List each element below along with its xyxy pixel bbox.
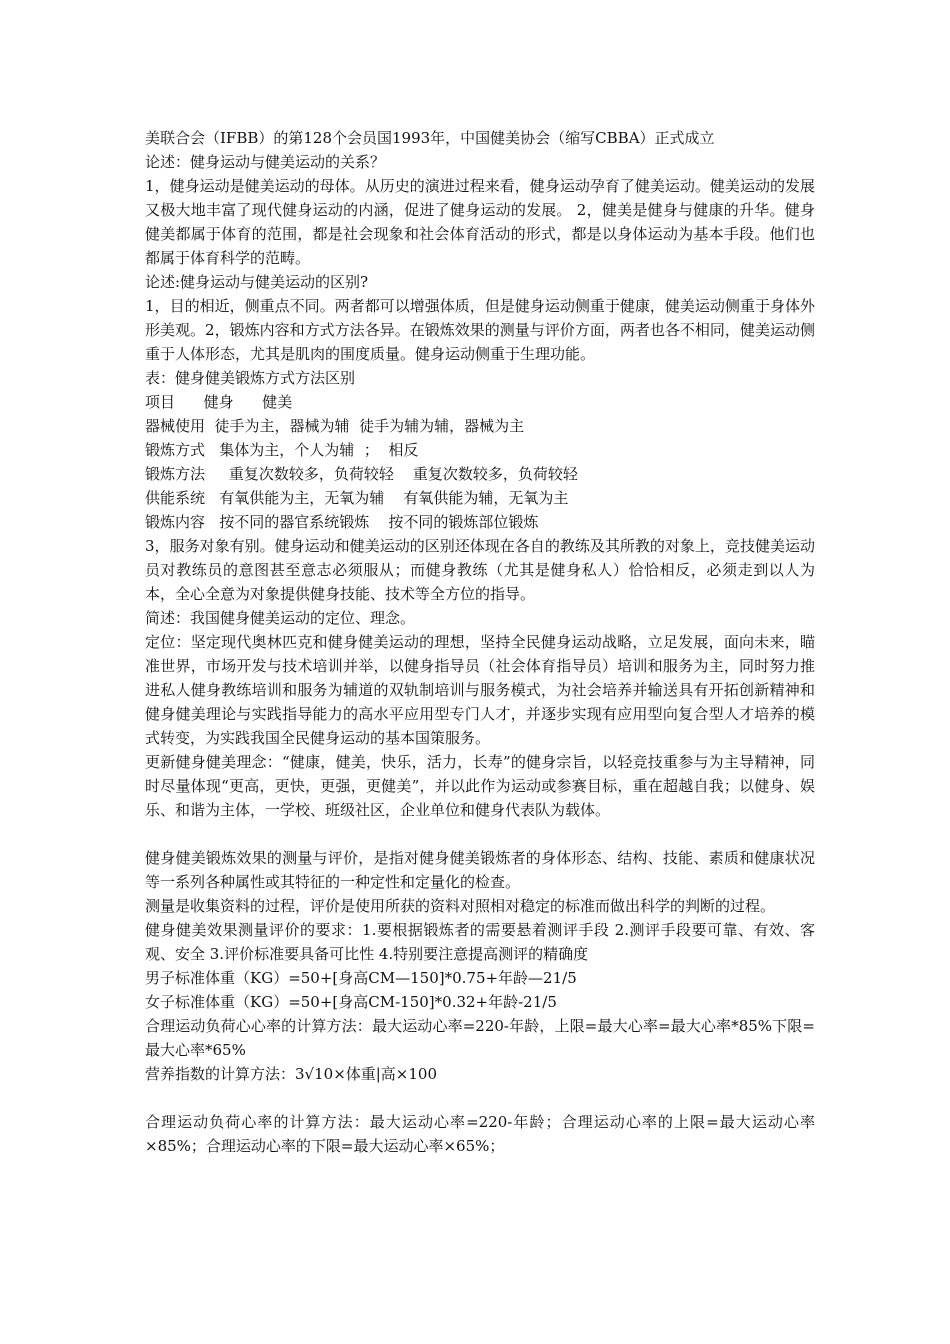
formula-heart-rate: 合理运动负荷心心率的计算方法：最大运动心率=220-年龄，上限=最大心率=最大心率*85%下限=最大心率*65% [145, 1017, 815, 1059]
table-row: 锻炼内容 按不同的器官系统锻炼 按不同的锻炼部位锻炼 [145, 513, 539, 531]
formula-female-weight: 女子标准体重（KG）=50+[身高CM-150]*0.32+年龄-21/5 [145, 993, 557, 1011]
table-caption: 表：健身健美锻炼方式方法区别 [145, 369, 356, 387]
paragraph-philosophy: 更新健身健美理念：“健康，健美，快乐，活力，长寿”的健身宗旨，以轻竞技重参与为主导精神，同时尽量体现“更高，更快，更强，更健美”，并以此作为运动或参赛目标，重在超越自我；以健身、娱乐、和谐为主体，一学校、班级社区，企业单位和健身代表队为载体。 [145, 753, 815, 819]
heading-positioning: 简述：我国健身健美运动的定位、理念。 [145, 609, 416, 627]
formula-male-weight: 男子标准体重（KG）=50+[身高CM—150]*0.75+年龄—21/5 [145, 969, 577, 987]
text-line: 美联合会（IFBB）的第128个会员国1993年，中国健美协会（缩写CBBA）正式成立 [145, 129, 715, 147]
paragraph-service-objects: 3，服务对象有别。健身运动和健美运动的区别还体现在各自的教练及其所教的对象上，竞技健美运动员对教练员的意图甚至意志必须服从；而健身教练（尤其是健身私人）恰恰相反，必须走到以人为本，全心全意为对象提供健身技能、技术等全方位的指导。 [145, 537, 815, 603]
paragraph-positioning: 定位：坚定现代奥林匹克和健身健美运动的理想，坚持全民健身运动战略，立足发展，面向未来，瞄准世界，市场开发与技术培训并举，以健身指导员（社会体育指导员）培训和服务为主，同时努力推进私人健身教练培训和服务为辅道的双轨制培训与服务模式，为社会培养并输送具有开拓创新精神和健身健美理论与实践指导能力的高水平应用型专门人才，并逐步实现有应用型向复合型人才培养的模式转变，为实践我国全民健身运动的基本国策服务。 [145, 633, 815, 747]
table-row: 锻炼方式 集体为主，个人为辅 ； 相反 [145, 441, 419, 459]
table-header-row: 项目 健身 健美 [145, 393, 293, 411]
paragraph-relationship: 1，健身运动是健美运动的母体。从历史的演进过程来看，健身运动孕育了健美运动。健美运动的发展又极大地丰富了现代健身运动的内涵，促进了健身运动的发展。 2，健美是健身与健康的升华。健身健美都属于体育的范围，都是社会现象和社会体育活动的形式，都是以身体运动为基本手段。他们也都属于体育科学的范畴。 [145, 177, 815, 267]
table-row: 锻炼方法 重复次数较多，负荷较轻 重复次数较多，负荷较轻 [145, 465, 578, 483]
heading-relationship: 论述：健身运动与健美运动的关系？ [145, 153, 386, 171]
paragraph-requirements: 健身健美效果测量评价的要求：1.要根据锻炼者的需要悬着测评手段 2.测评手段要可靠、有效、客观、安全 3.评价标准要具备可比性 4.特别要注意提高测评的精确度 [145, 921, 815, 963]
table-row: 器械使用 徒手为主，器械为辅 徒手为辅为辅，器械为主 [145, 417, 525, 435]
table-row: 供能系统 有氧供能为主，无氧为辅 有氧供能为辅，无氧为主 [145, 489, 569, 507]
heading-difference: 论述:健身运动与健美运动的区别? [145, 273, 369, 291]
paragraph-measurement-process: 测量是收集资料的过程，评价是使用所获的资料对照相对稳定的标准而做出科学的判断的过程。 [145, 897, 776, 915]
paragraph-measurement-definition: 健身健美锻炼效果的测量与评价，是指对健身健美锻炼者的身体形态、结构、技能、素质和健康状况等一系列各种属性或其特征的一种定性和定量化的检查。 [145, 849, 815, 891]
document-body [145, 126, 815, 1158]
blank-line [145, 1086, 815, 1110]
formula-heart-rate-range: 合理运动负荷心率的计算方法：最大运动心率=220-年龄；合理运动心率的上限=最大运动心率×85%；合理运动心率的下限=最大运动心率×65%； [145, 1113, 815, 1155]
paragraph-difference: 1，目的相近，侧重点不同。两者都可以增强体质，但是健身运动侧重于健康，健美运动侧重于身体外形美观。2，锻炼内容和方式方法各异。在锻炼效果的测量与评价方面，两者也各不相同，健美运动侧重于人体形态，尤其是肌肉的围度质量。健身运动侧重于生理功能。 [145, 297, 815, 363]
blank-line [145, 822, 815, 846]
formula-nutrition-index: 营养指数的计算方法：3√10×体重|高×100 [145, 1065, 438, 1083]
